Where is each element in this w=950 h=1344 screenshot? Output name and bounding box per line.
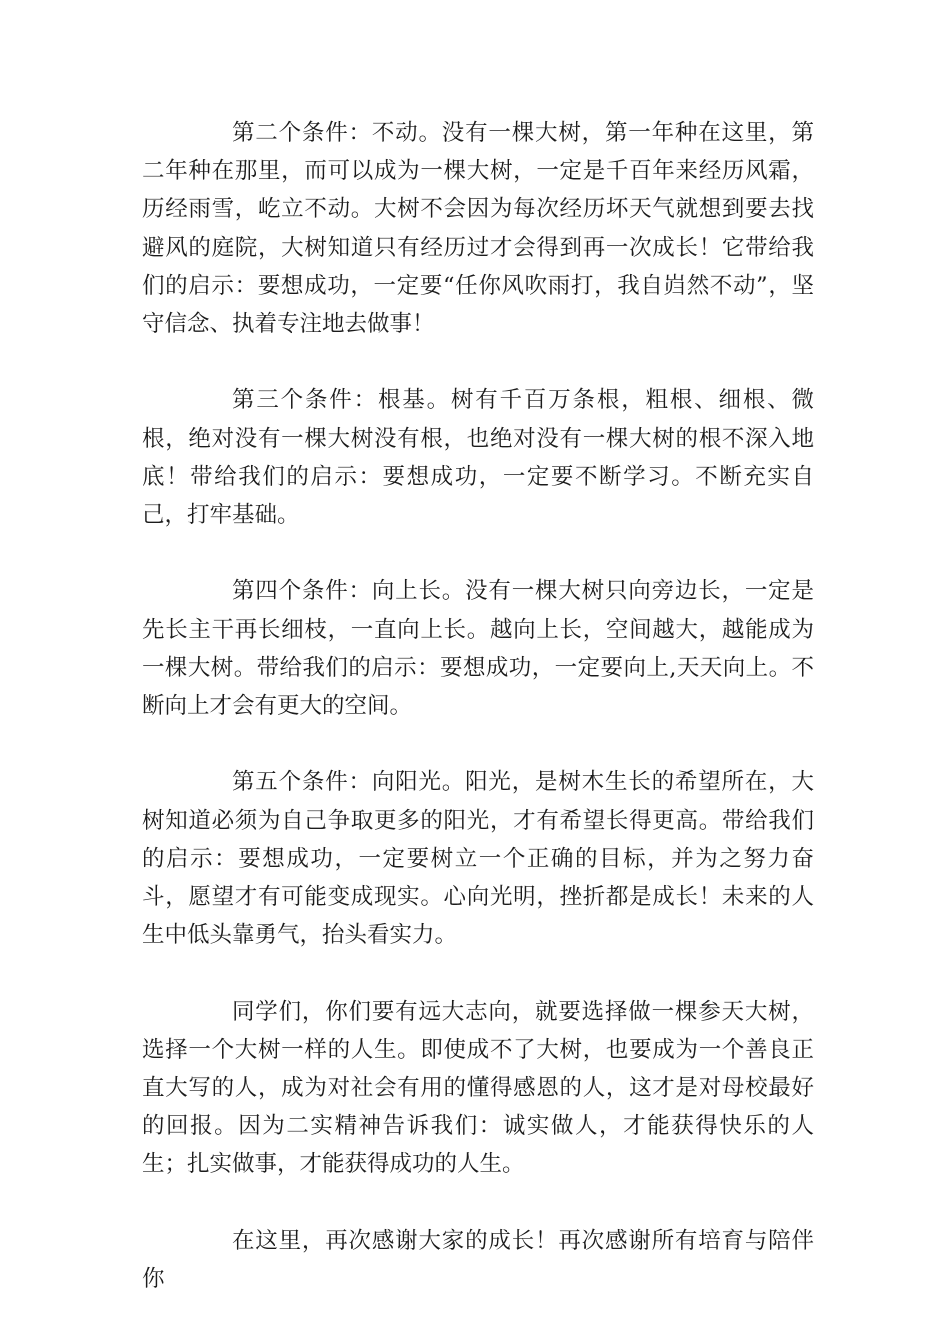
- paragraph-condition-three: 第三个条件：根基。树有千百万条根，粗根、细根、微根，绝对没有一棵大树没有根，也绝对没有一棵大树的根不深入地底！带给我们的启示：要想成功，一定要不断学习。不断充实自己，打牢基础。: [142, 387, 814, 529]
- paragraph-thanks: 在这里，再次感谢大家的成长！再次感谢所有培育与陪伴你: [142, 1227, 814, 1293]
- paragraph-condition-two: 第二个条件：不动。没有一棵大树，第一年种在这里，第二年种在那里，而可以成为一棵大树，一定是千百年来经历风霜，历经雨雪，屹立不动。大树不会因为每次经历坏天气就想到要去找避风的庭院，大树知道只有经历过才会得到再一次成长！它带给我们的启示：要想成功，一定要“任你风吹雨打，我自岿然不动”，坚守信念、执着专注地去做事！: [142, 120, 814, 338]
- paragraph-condition-five: 第五个条件：向阳光。阳光，是树木生长的希望所在，大树知道必须为自己争取更多的阳光，才有希望长得更高。带给我们的启示：要想成功，一定要树立一个正确的目标，并为之努力奋斗，愿望才有可能变成现实。心向光明，挫折都是成长！未来的人生中低头靠勇气，抬头看实力。: [142, 769, 814, 949]
- paragraph-condition-four: 第四个条件：向上长。没有一棵大树只向旁边长，一定是先长主干再长细枝，一直向上长。越向上长，空间越大，越能成为一棵大树。带给我们的启示：要想成功，一定要向上,天天向上。不断向上才会有更大的空间。: [142, 578, 814, 720]
- document-body: [142, 114, 814, 1336]
- paragraph-students-message: 同学们，你们要有远大志向，就要选择做一棵参天大树，选择一个大树一样的人生。即使成不了大树，也要成为一个善良正直大写的人，成为对社会有用的懂得感恩的人，这才是对母校最好的回报。因为二实精神告诉我们：诚实做人，才能获得快乐的人生；扎实做事，才能获得成功的人生。: [142, 998, 814, 1178]
